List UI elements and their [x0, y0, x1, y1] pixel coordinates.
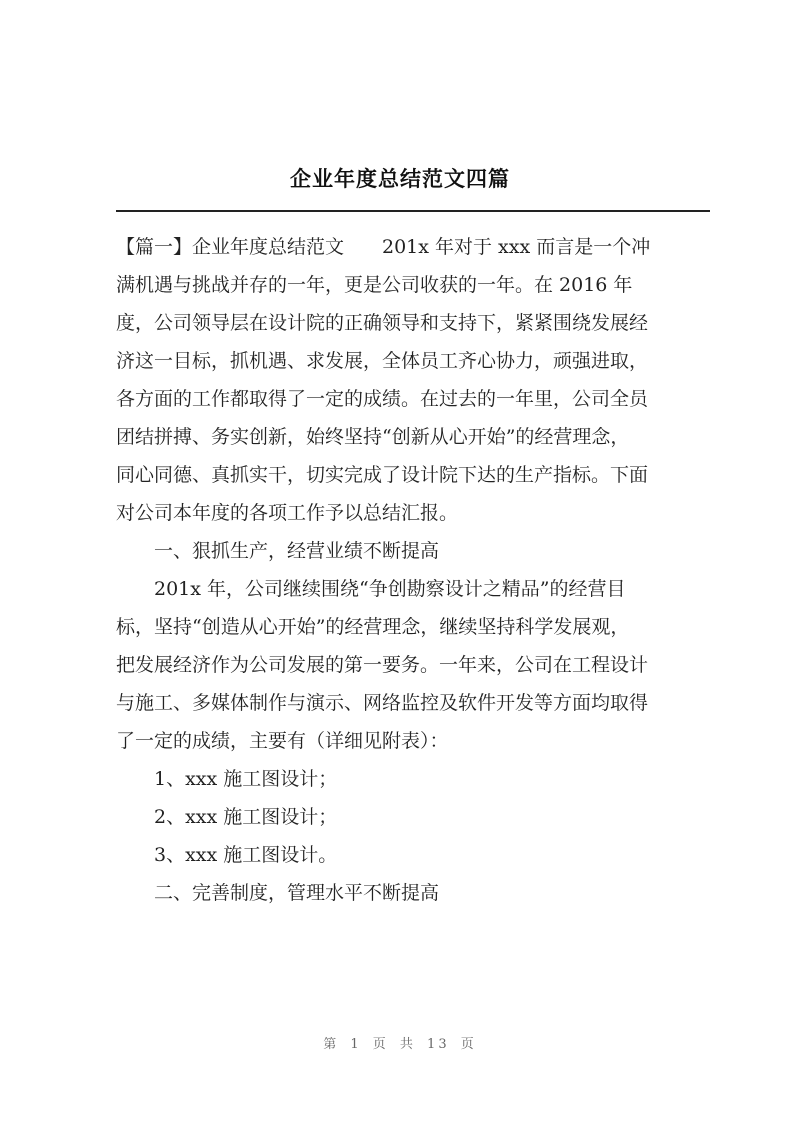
document-body — [116, 228, 710, 912]
body-line: 与施工、多媒体制作与演示、网络监控及软件开发等方面均取得 — [116, 692, 649, 714]
page-title: 企业年度总结范文四篇 — [290, 166, 510, 191]
body-line: 标，坚持“创造从心开始”的经营理念，继续坚持科学发展观， — [116, 616, 630, 638]
list-item: 2、xxx 施工图设计； — [154, 806, 338, 828]
section-heading-1: 一、狠抓生产，经营业绩不断提高 — [154, 540, 440, 562]
body-line: 同心同德、真抓实干，切实完成了设计院下达的生产指标。下面 — [116, 464, 649, 486]
body-line: 把发展经济作为公司发展的第一要务。一年来，公司在工程设计 — [116, 654, 649, 676]
body-line: 济这一目标，抓机遇、求发展，全体员工齐心协力，顽强进取， — [116, 350, 649, 372]
list-item: 1、xxx 施工图设计； — [154, 768, 338, 790]
body-line: 各方面的工作都取得了一定的成绩。在过去的一年里，公司全员 — [116, 388, 649, 410]
body-line: 了一定的成绩，主要有（详细见附表）： — [116, 730, 449, 752]
title-divider — [116, 210, 710, 212]
body-line: 团结拼搏、务实创新，始终坚持“创新从心开始”的经营理念， — [116, 426, 630, 448]
section-heading-2: 二、完善制度，管理水平不断提高 — [154, 882, 440, 904]
body-line: 对公司本年度的各项工作予以总结汇报。 — [116, 502, 459, 524]
body-line: 201x 年，公司继续围绕“争创勘察设计之精品”的经营目 — [154, 578, 626, 600]
body-line: 度，公司领导层在设计院的正确领导和支持下，紧紧围绕发展经 — [116, 312, 649, 334]
list-item: 3、xxx 施工图设计。 — [154, 844, 338, 866]
body-line: 满机遇与挑战并存的一年，更是公司收获的一年。在 2016 年 — [116, 274, 633, 296]
body-line: 【篇一】企业年度总结范文 201x 年对于 xxx 而言是一个冲 — [116, 236, 651, 258]
page-number-footer: 第 1 页 共 13 页 — [323, 1037, 477, 1052]
